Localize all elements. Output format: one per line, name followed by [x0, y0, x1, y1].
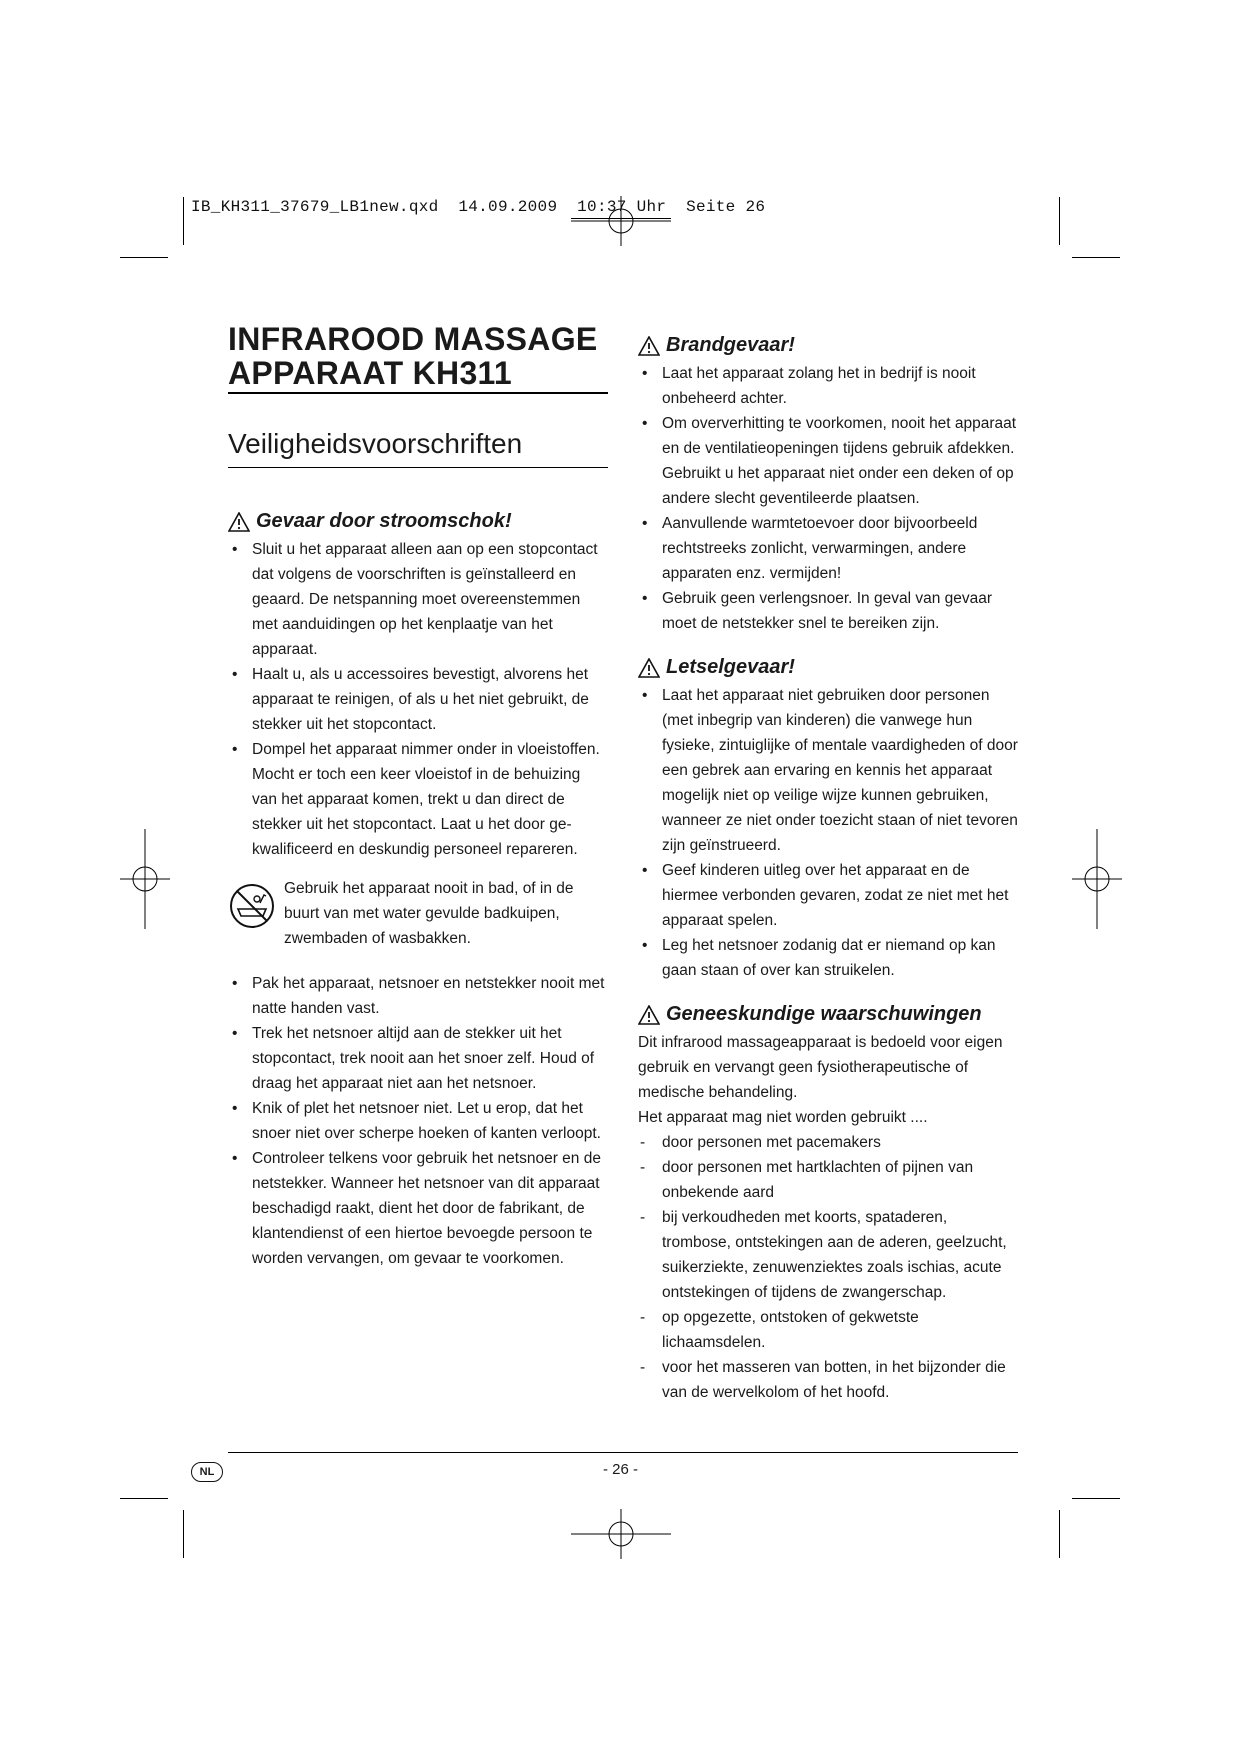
- bath-warning-text: Gebruik het apparaat nooit in bad, of in de buurt van met water gevulde badkuipen, zwembaden of wasbakken.: [284, 880, 574, 947]
- footer-rule: [228, 1452, 1018, 1453]
- section-heading-letsel: [638, 656, 1018, 679]
- list-item: - op opgezette, ontstoken of gekwetste lichaamsdelen.: [638, 1305, 1018, 1355]
- list-item: - bij verkoudheden met koorts, spataderen, trombose, ontstekingen aan de aderen, geelzucht, suikerziekte, zenuwenziektes zoals ischias, acute ontstekingen of tijdens de zwangerschap.: [638, 1205, 1018, 1305]
- page-number: - 26 -: [602, 1461, 638, 1478]
- crop-mark: [183, 197, 184, 245]
- medisch-lead: Het apparaat mag niet worden gebruikt ....: [638, 1109, 928, 1126]
- warning-icon: [638, 336, 660, 356]
- registration-mark-bottom: [571, 1509, 671, 1559]
- section-subtitle: Veiligheidsvoorschriften: [228, 428, 523, 459]
- header-underline: [571, 218, 671, 219]
- crop-mark: [1059, 197, 1060, 245]
- list-item: • Trek het netsnoer altijd aan de stekker uit het stopcontact, trek nooit aan het snoer zelf. Houd of draag het apparaat niet aan het netsnoer.: [228, 1021, 608, 1096]
- list-item: • Gebruik geen verlengsnoer. In geval van gevaar moet de netstekker snel te bereiken zijn.: [638, 586, 1018, 636]
- bath-warning: [228, 876, 608, 951]
- list-item: • Om oververhitting te voorkomen, nooit het apparaat en de ventilatieopeningen tijdens gebruik afdekken. Gebruikt u het apparaat niet onder een deken of op andere slecht geventileerde plaatsen.: [638, 411, 1018, 511]
- section-heading-text: Brandgevaar!: [666, 334, 795, 356]
- print-header: IB_KH311_37679_LB1new.qxd 14.09.2009 10:37 Uhr Seite 26: [191, 198, 766, 216]
- list-item: • Laat het apparaat zolang het in bedrijf is nooit onbeheerd achter.: [638, 361, 1018, 411]
- list-item: • Geef kinderen uitleg over het apparaat en de hiermee verbonden gevaren, zodat ze niet met het apparaat spelen.: [638, 858, 1018, 933]
- list-item: - voor het masseren van botten, in het bijzonder die van de wervelkolom of het hoofd.: [638, 1355, 1018, 1405]
- subtitle-rule: [228, 467, 608, 468]
- title-rule: [228, 392, 608, 394]
- crop-mark: [1059, 1510, 1060, 1558]
- list-item: • Sluit u het apparaat alleen aan op een stopcontact dat volgens de voorschriften is geïnstalleerd en geaard. De netspanning moet overeenstemmen met aanduidingen op het kenplaatje van het apparaat.: [228, 537, 608, 662]
- section-heading-text: Letselgevaar!: [666, 656, 795, 678]
- list-item: • Aanvullende warmtetoevoer door bijvoorbeeld rechtstreeks zonlicht, verwarmingen, andere apparaten enz. vermijden!: [638, 511, 1018, 586]
- list-item: • Controleer telkens voor gebruik het netsnoer en de netstekker. Wanneer het netsnoer van dit apparaat beschadigd raakt, dient het door de fabrikant, de klantendienst of een hiertoe bevoegde persoon te worden vervangen, om gevaar te voorkomen.: [228, 1146, 608, 1271]
- section-heading-text: Geneeskundige waarschuwingen: [666, 1003, 982, 1025]
- warning-icon: [228, 512, 250, 532]
- list-item: • Laat het apparaat niet gebruiken door personen (met inbegrip van kinderen) die vanwege hun fysieke, zintuiglijke of mentale vaardigheden of door een gebrek aan ervaring en kennis het apparaat mogelijk niet op veilige wijze kunnen gebruiken, wanneer ze niet onder toezicht staan of niet tevoren zijn geïnstrueerd.: [638, 683, 1018, 858]
- warning-icon: [638, 658, 660, 678]
- right-column: [638, 334, 1018, 1405]
- list-item: • Haalt u, als u accessoires bevestigt, alvorens het apparaat te reinigen, of als u het niet gebruikt, de stekker uit het stopcontact.: [228, 662, 608, 737]
- crop-mark: [120, 1498, 168, 1499]
- crop-mark: [1072, 1498, 1120, 1499]
- crop-mark: [183, 1510, 184, 1558]
- list-item: • Dompel het apparaat nimmer onder in vloeistoffen. Mocht er toch een keer vloeistof in de behuizing van het apparaat komen, trekt u dan direct de stekker uit het stopcontact. Laat u het door ge-kwalificeerd en deskundig personeel repareren.: [228, 737, 608, 862]
- list-item: • Pak het apparaat, netsnoer en netstekker nooit met natte handen vast.: [228, 971, 608, 1021]
- section-heading-text: Gevaar door stroomschok!: [256, 510, 512, 532]
- section-heading-brand: [638, 334, 1018, 357]
- warning-icon: [638, 1005, 660, 1025]
- letsel-list: [638, 683, 1018, 983]
- stroomschok-list-continued: [228, 971, 608, 1271]
- section-heading-medisch: [638, 1003, 1018, 1026]
- section-heading-stroomschok: [228, 510, 608, 533]
- medisch-list: [638, 1130, 1018, 1405]
- page-title: INFRAROOD MASSAGE APPARAAT KH311: [228, 321, 598, 391]
- medisch-intro: Dit infrarood massageapparaat is bedoeld voor eigen gebruik en vervangt geen fysiotherapeutische of medische behandeling.: [638, 1034, 1003, 1101]
- crop-mark: [1072, 257, 1120, 258]
- crop-mark: [120, 257, 168, 258]
- list-item: • Knik of plet het netsnoer niet. Let u erop, dat het snoer niet over scherpe hoeken of kanten verloopt.: [228, 1096, 608, 1146]
- language-badge: NL: [191, 1462, 223, 1482]
- no-bath-icon: [228, 882, 276, 930]
- registration-mark-right: [1072, 829, 1122, 929]
- list-item: • Leg het netsnoer zodanig dat er niemand op kan gaan staan of over kan struikelen.: [638, 933, 1018, 983]
- left-column: [228, 510, 608, 1271]
- list-item: - door personen met hartklachten of pijnen van onbekende aard: [638, 1155, 1018, 1205]
- registration-mark-left: [120, 829, 170, 929]
- list-item: - door personen met pacemakers: [638, 1130, 1018, 1155]
- stroomschok-list: [228, 537, 608, 862]
- brand-list: [638, 361, 1018, 636]
